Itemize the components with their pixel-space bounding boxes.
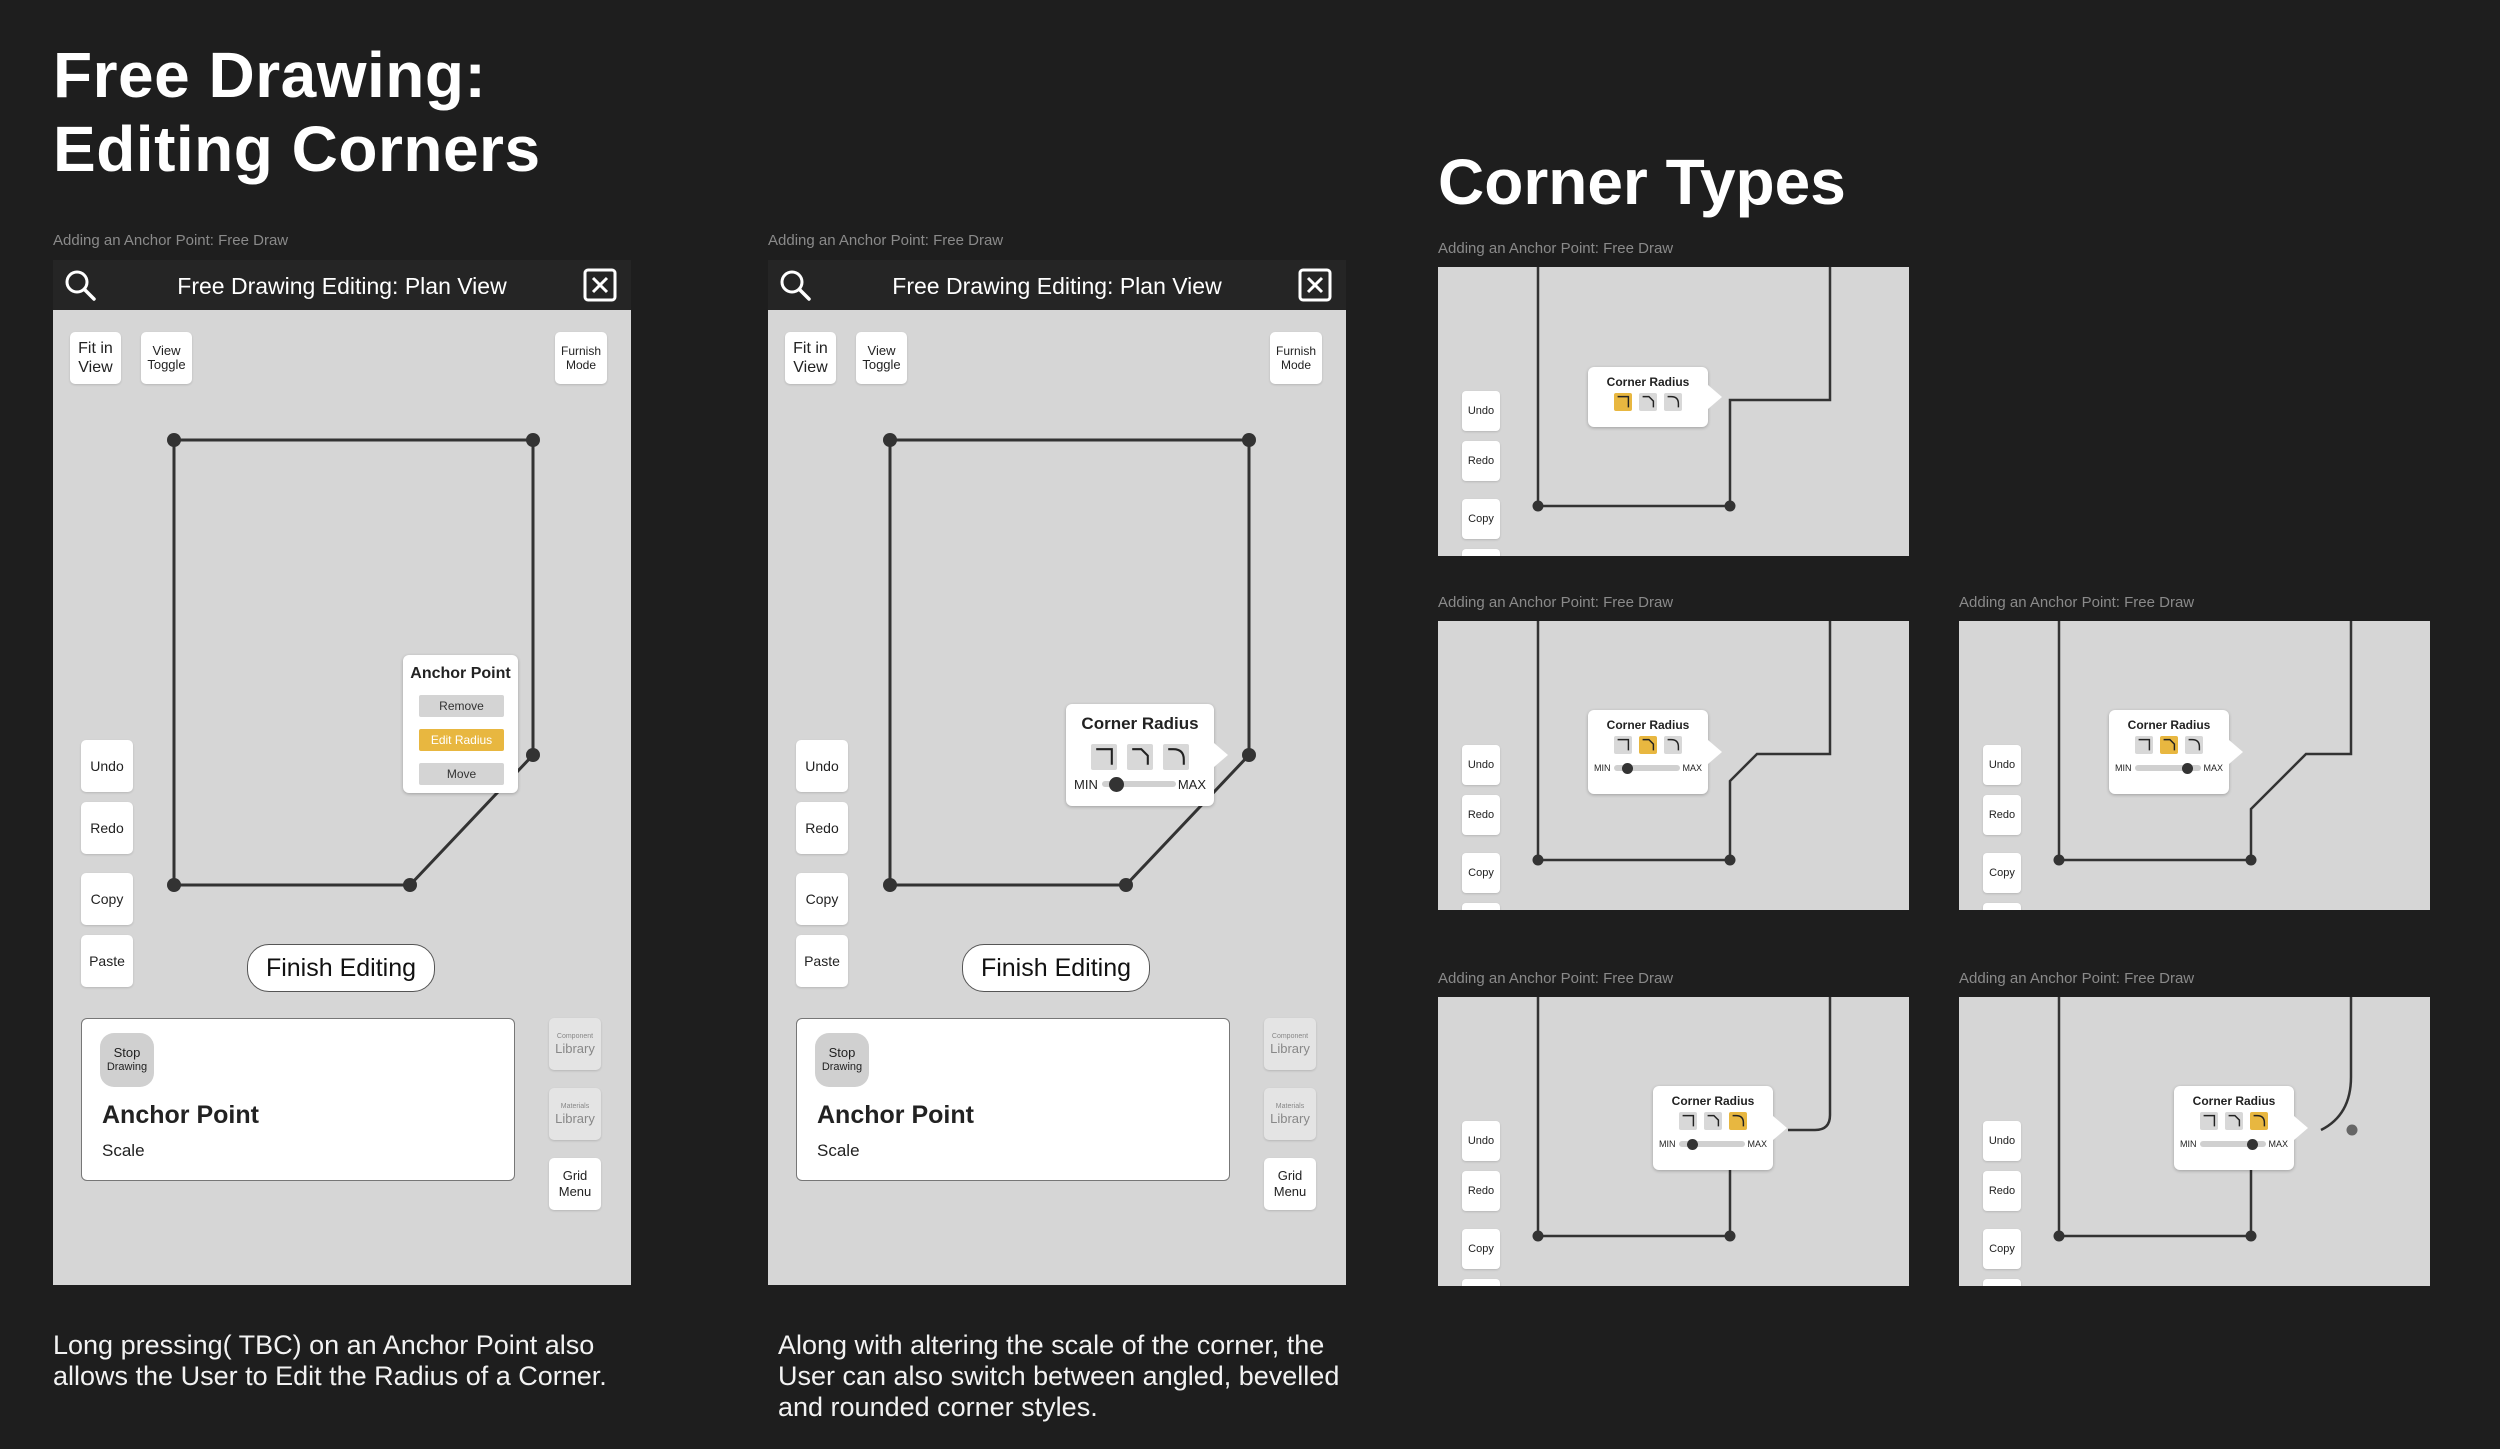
rounded-corner-icon[interactable] — [1664, 736, 1682, 754]
corner-radius-title: Corner Radius — [2192, 1094, 2276, 1108]
slider-knob[interactable] — [1109, 777, 1124, 792]
grid-menu-button[interactable]: Grid Menu — [1264, 1158, 1316, 1210]
corner-type-frame-rounded-large — [1959, 997, 2430, 1286]
popup-pointer — [2229, 740, 2243, 764]
corner-types-title: Corner Types — [1438, 146, 1846, 218]
stop-label: Stop — [828, 1045, 856, 1060]
copy-button[interactable]: Copy — [796, 873, 848, 925]
redo-button[interactable]: Redo — [1983, 795, 2021, 835]
paste-button[interactable] — [1462, 549, 1500, 556]
library-label: Library — [1270, 1110, 1310, 1126]
rounded-corner-icon[interactable] — [2185, 736, 2203, 754]
undo-button[interactable]: Undo — [1462, 1121, 1500, 1161]
undo-button[interactable]: Undo — [1462, 391, 1500, 431]
slider-max-label: MAX — [1682, 762, 1702, 773]
angled-corner-icon[interactable] — [1091, 744, 1117, 770]
materials-label: Materials — [1275, 1102, 1305, 1110]
corner-type-frame-bevelled-large — [1959, 621, 2430, 910]
corner-radius-title: Corner Radius — [1606, 375, 1690, 389]
angled-corner-icon[interactable] — [2200, 1112, 2218, 1130]
redo-button[interactable]: Redo — [1462, 795, 1500, 835]
move-menu-item[interactable]: Move — [419, 763, 504, 785]
frame-caption: Adding an Anchor Point: Free Draw — [1959, 594, 2195, 611]
bottom-panel — [81, 1018, 515, 1181]
paste-button[interactable] — [1983, 903, 2021, 910]
corner-radius-popup — [1653, 1086, 1773, 1170]
slider-min-label: MIN — [1074, 776, 1098, 792]
rounded-corner-icon[interactable] — [1163, 744, 1189, 770]
bevelled-corner-icon[interactable] — [1704, 1112, 1722, 1130]
view-toggle-button[interactable]: View Toggle — [141, 332, 192, 384]
frame-caption: Adding an Anchor Point: Free Draw — [1438, 970, 1674, 987]
redo-button[interactable]: Redo — [1462, 1171, 1500, 1211]
corner-type-frame-rounded-small — [1438, 997, 1909, 1286]
copy-button[interactable]: Copy — [1983, 1229, 2021, 1269]
component-library-button[interactable] — [1264, 1018, 1316, 1070]
corner-type-frame-bevelled-small — [1438, 621, 1909, 910]
rounded-corner-icon[interactable] — [1729, 1112, 1747, 1130]
page-title: Free Drawing: Editing Corners — [53, 39, 541, 185]
frame-caption: Adding an Anchor Point: Free Draw — [1438, 594, 1674, 611]
materials-library-button[interactable] — [1264, 1088, 1316, 1140]
component-library-button[interactable] — [549, 1018, 601, 1070]
paste-button[interactable]: Paste — [796, 935, 848, 987]
materials-label: Materials — [560, 1102, 590, 1110]
scale-label: Scale — [817, 1141, 860, 1160]
anchor-point-label: Anchor Point — [817, 1101, 974, 1129]
angled-corner-icon[interactable] — [1614, 736, 1632, 754]
slider-min-label: MIN — [2115, 762, 2132, 773]
corner-radius-title: Corner Radius — [1606, 718, 1690, 732]
drawing-label: Drawing — [821, 1061, 863, 1073]
undo-button[interactable]: Undo — [81, 740, 133, 792]
frame-caption: Adding an Anchor Point: Free Draw — [53, 232, 289, 249]
angled-corner-icon[interactable] — [1614, 393, 1632, 411]
undo-button[interactable]: Undo — [1983, 745, 2021, 785]
view-toggle-button[interactable]: View Toggle — [856, 332, 907, 384]
corner-radius-popup — [1066, 704, 1214, 806]
bevelled-corner-icon[interactable] — [2160, 736, 2178, 754]
furnish-mode-button[interactable]: Furnish Mode — [1270, 332, 1322, 384]
redo-button[interactable]: Redo — [1983, 1171, 2021, 1211]
redo-button[interactable]: Redo — [81, 802, 133, 854]
scale-label: Scale — [102, 1141, 145, 1160]
corner-radius-title: Corner Radius — [1081, 714, 1199, 733]
corner-radius-popup — [2174, 1086, 2294, 1170]
slider-min-label: MIN — [1659, 1138, 1676, 1149]
corner-radius-title: Corner Radius — [1671, 1094, 1755, 1108]
grid-menu-button[interactable]: Grid Menu — [549, 1158, 601, 1210]
fit-in-view-button[interactable]: Fit in View — [785, 332, 836, 384]
frame-caption: Adding an Anchor Point: Free Draw — [1959, 970, 2195, 987]
popup-pointer — [1708, 385, 1722, 409]
corner-radius-popup — [1588, 710, 1708, 794]
popup-pointer — [1214, 743, 1228, 767]
copy-button[interactable]: Copy — [1462, 853, 1500, 893]
copy-button[interactable]: Copy — [1462, 499, 1500, 539]
bottom-panel — [796, 1018, 1230, 1181]
component-label: Component — [556, 1032, 594, 1040]
description-left: Long pressing( TBC) on an Anchor Point also allows the User to Edit the Radius of a Corner. — [53, 1330, 607, 1391]
slider-max-label: MAX — [2268, 1138, 2288, 1149]
bevelled-corner-icon[interactable] — [2225, 1112, 2243, 1130]
redo-button[interactable]: Redo — [1462, 441, 1500, 481]
remove-menu-item[interactable]: Remove — [419, 695, 504, 717]
paste-button[interactable] — [1462, 903, 1500, 910]
slider-knob[interactable] — [2182, 763, 2193, 774]
rounded-corner-icon[interactable] — [2250, 1112, 2268, 1130]
component-label: Component — [1271, 1032, 1309, 1040]
corner-radius-popup — [2109, 710, 2229, 794]
corner-radius-title: Corner Radius — [2127, 718, 2211, 732]
slider-min-label: MIN — [1594, 762, 1611, 773]
bevelled-corner-icon[interactable] — [1639, 393, 1657, 411]
redo-button[interactable]: Redo — [796, 802, 848, 854]
anchor-point-menu — [403, 655, 518, 793]
paste-button[interactable] — [1983, 1279, 2021, 1286]
library-label: Library — [555, 1040, 595, 1056]
popup-pointer — [1708, 740, 1722, 764]
angled-corner-icon[interactable] — [1679, 1112, 1697, 1130]
anchor-menu-title: Anchor Point — [410, 665, 511, 682]
rounded-corner-icon[interactable] — [1664, 393, 1682, 411]
phone-screen-corner-radius — [768, 260, 1346, 1285]
stop-drawing-button[interactable] — [815, 1033, 869, 1087]
screen-title: Free Drawing Editing: Plan View — [892, 273, 1222, 299]
frame-caption: Adding an Anchor Point: Free Draw — [1438, 240, 1674, 257]
library-label: Library — [555, 1110, 595, 1126]
undo-button[interactable]: Undo — [1983, 1121, 2021, 1161]
undo-button[interactable]: Undo — [1462, 745, 1500, 785]
stop-label: Stop — [113, 1045, 141, 1060]
description-middle: Along with altering the scale of the corner, the User can also switch between angled, bevelled and rounded corner styles. — [778, 1330, 1340, 1422]
slider-knob[interactable] — [2247, 1139, 2258, 1150]
materials-library-button[interactable] — [549, 1088, 601, 1140]
slider-knob[interactable] — [1622, 763, 1633, 774]
popup-pointer — [2294, 1116, 2308, 1140]
bevelled-corner-icon[interactable] — [1127, 744, 1153, 770]
finish-editing-button[interactable]: Finish Editing — [962, 944, 1150, 992]
fit-in-view-button[interactable]: Fit in View — [70, 332, 121, 384]
stop-drawing-button[interactable] — [100, 1033, 154, 1087]
finish-editing-button[interactable]: Finish Editing — [247, 944, 435, 992]
drawing-label: Drawing — [106, 1061, 148, 1073]
paste-button[interactable] — [1462, 1279, 1500, 1286]
copy-button[interactable]: Copy — [1462, 1229, 1500, 1269]
corner-radius-popup — [1588, 367, 1708, 427]
slider-min-label: MIN — [2180, 1138, 2197, 1149]
edit-radius-menu-item[interactable]: Edit Radius — [419, 729, 504, 751]
copy-button[interactable]: Copy — [1983, 853, 2021, 893]
slider-knob[interactable] — [1687, 1139, 1698, 1150]
phone-screen-edit-radius — [53, 260, 631, 1285]
bevelled-corner-icon[interactable] — [1639, 736, 1657, 754]
library-label: Library — [1270, 1040, 1310, 1056]
screen-title: Free Drawing Editing: Plan View — [177, 273, 507, 299]
copy-button[interactable]: Copy — [81, 873, 133, 925]
slider-max-label: MAX — [1177, 776, 1206, 792]
anchor-point-label: Anchor Point — [102, 1101, 259, 1129]
slider-max-label: MAX — [2203, 762, 2223, 773]
popup-pointer — [1773, 1116, 1787, 1140]
undo-button[interactable]: Undo — [796, 740, 848, 792]
paste-button[interactable]: Paste — [81, 935, 133, 987]
furnish-mode-button[interactable]: Furnish Mode — [555, 332, 607, 384]
slider-max-label: MAX — [1747, 1138, 1767, 1149]
angled-corner-icon[interactable] — [2135, 736, 2153, 754]
frame-caption: Adding an Anchor Point: Free Draw — [768, 232, 1004, 249]
corner-type-frame-angled — [1438, 267, 1909, 556]
